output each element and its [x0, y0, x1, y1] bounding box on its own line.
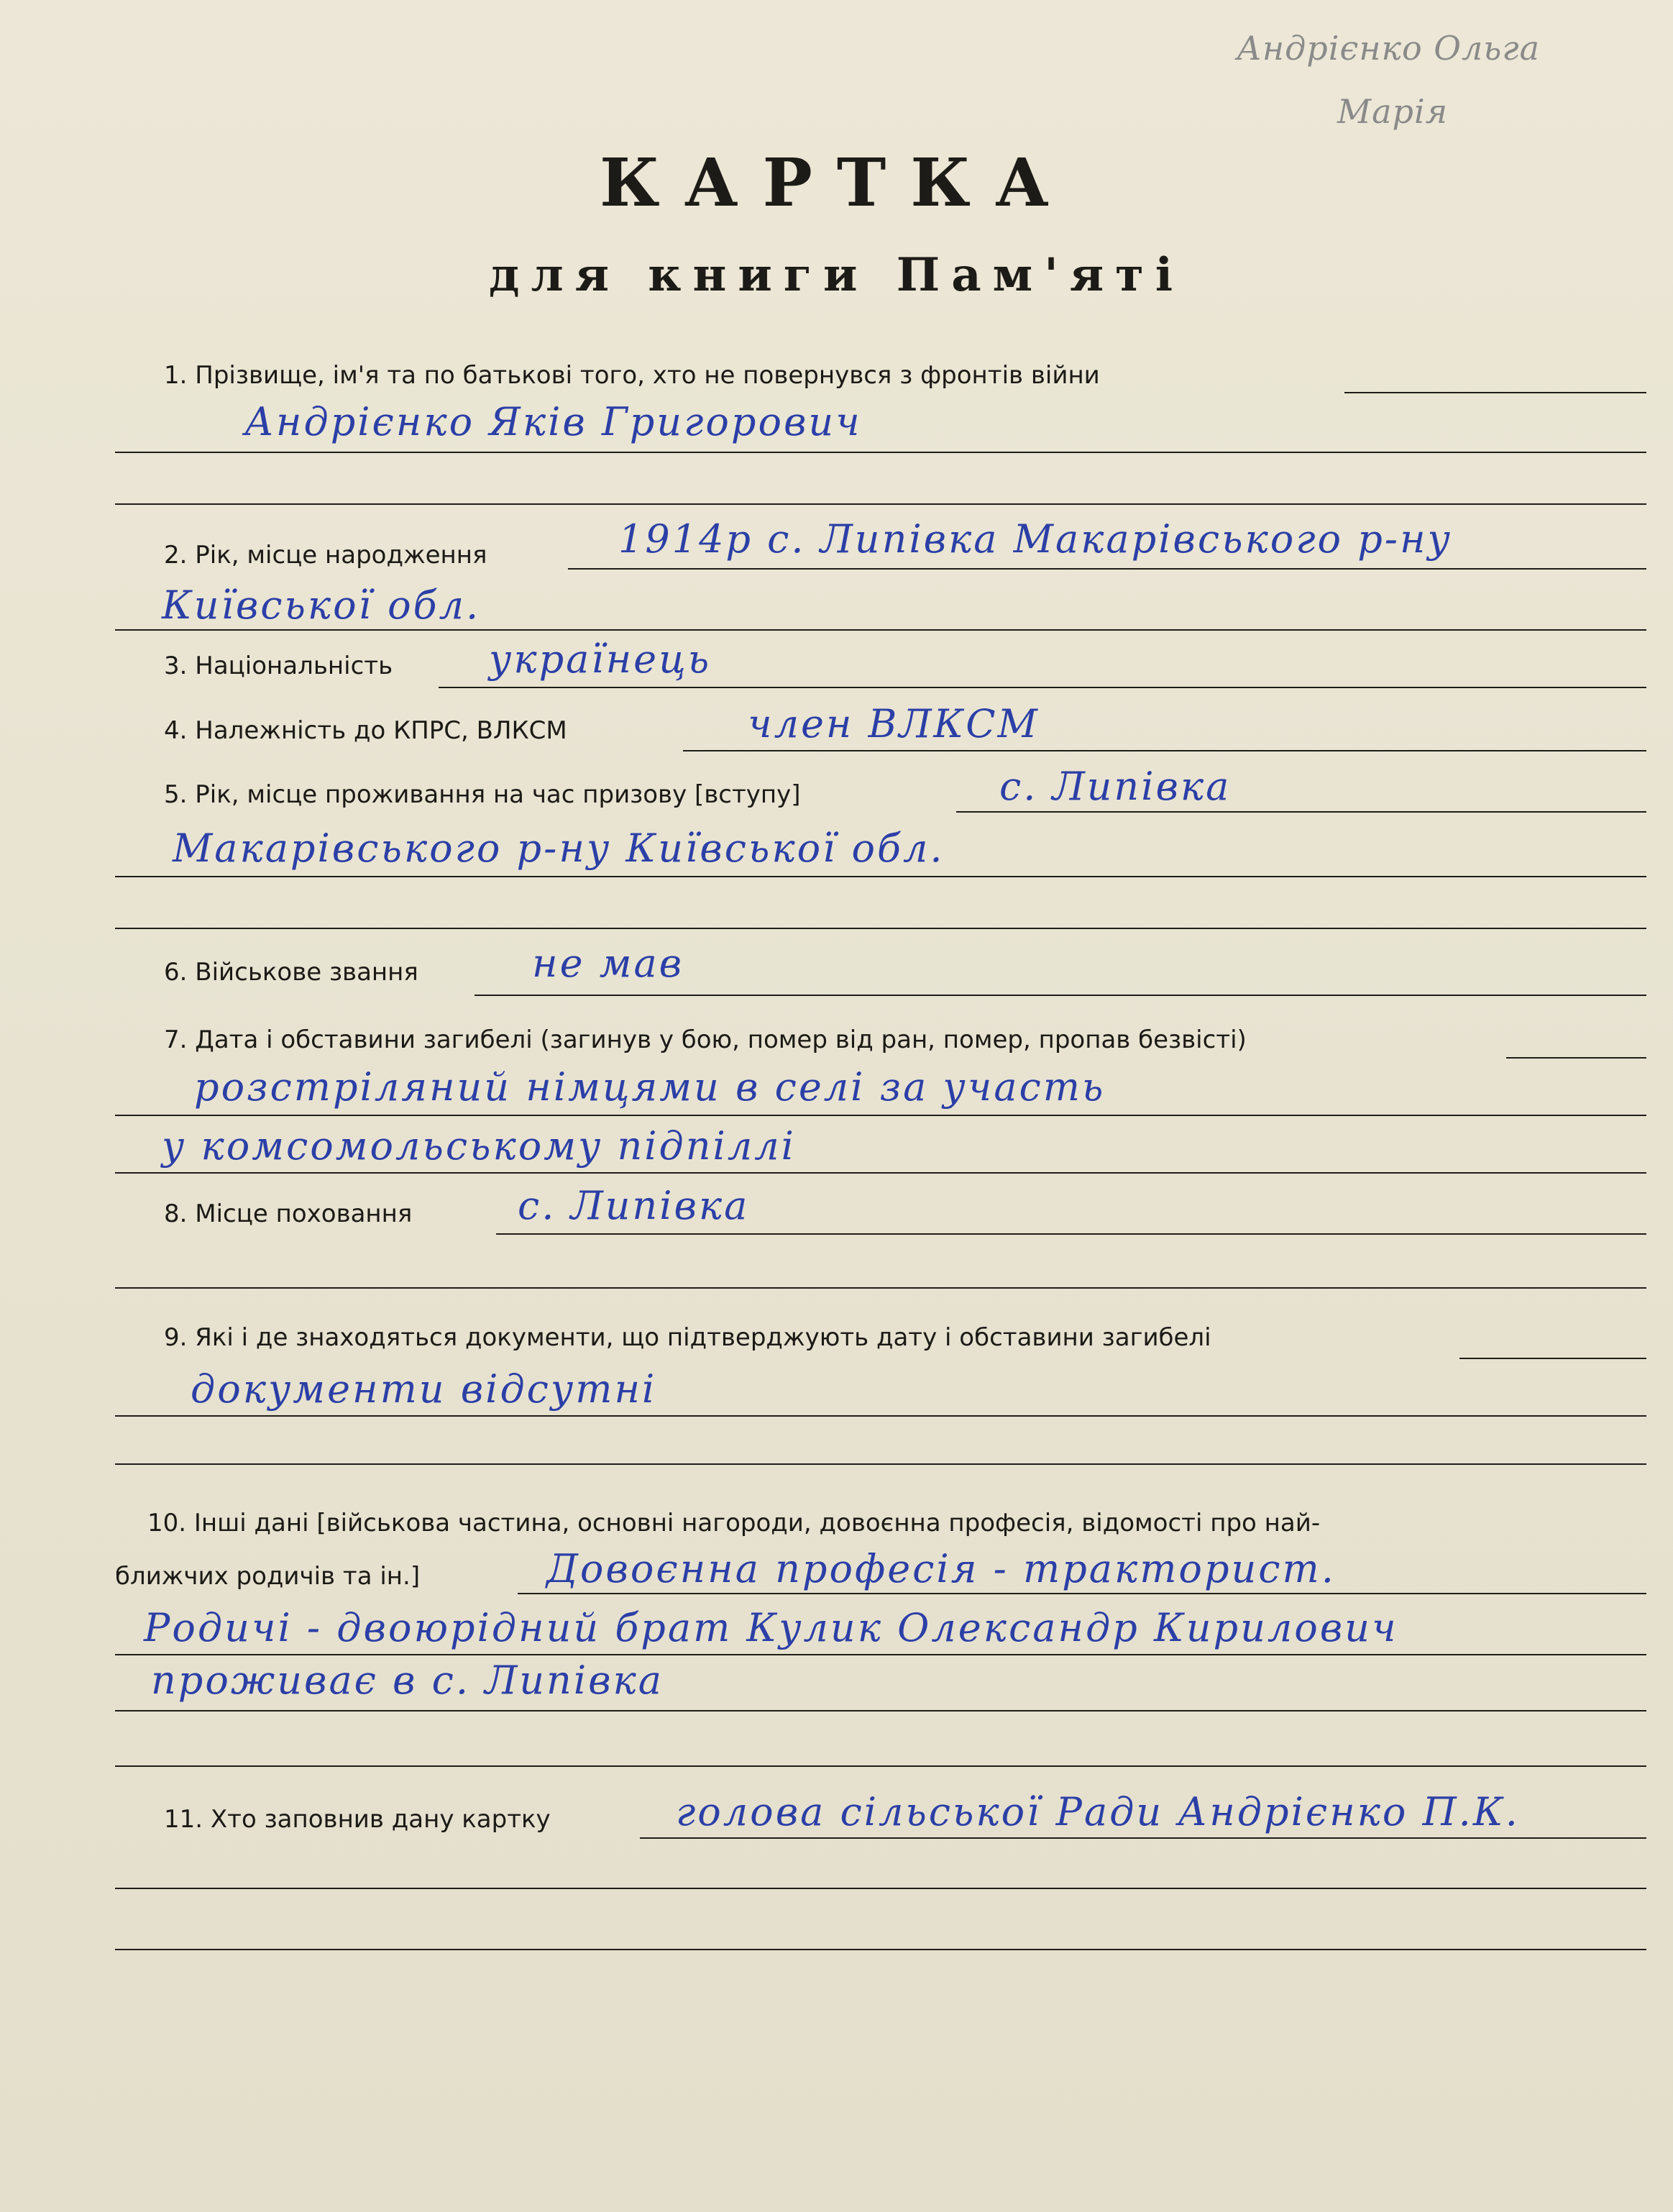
field-10-value-2: Родичі - двоюрідний брат Кулик Олександр Кирилович: [144, 1605, 1398, 1650]
field-10-value-1: Довоєнна професія - тракторист.: [546, 1546, 1336, 1591]
field-10-label-cont: ближчих родичів та ін.]: [115, 1562, 421, 1591]
field-8-line-a: [496, 1233, 1646, 1235]
field-10-line-c: [115, 1710, 1646, 1711]
field-9-value: документи відсутні: [191, 1366, 657, 1412]
field-5-line-c: [115, 928, 1646, 929]
field-1-label: 1. Прізвище, ім'я та по батькові того, хто не повернувся з фронтів війни: [164, 361, 1100, 390]
field-7-line-b: [115, 1115, 1646, 1116]
card-title: КАРТКА: [600, 144, 1073, 221]
field-7-line-a: [1506, 1057, 1646, 1059]
field-2-value-1: 1914р с. Липівка Макарівського р-ну: [618, 516, 1452, 562]
field-1-line-c: [115, 503, 1646, 505]
pencil-note-line-1: Андрієнко Ольга: [1237, 29, 1541, 68]
field-11-line-b: [115, 1888, 1646, 1889]
field-11-line-c: [115, 1949, 1646, 1950]
field-6-value: не мав: [532, 941, 684, 986]
field-11-label: 11. Хто заповнив дану картку: [164, 1805, 551, 1834]
field-10-value-3: проживає в с. Липівка: [151, 1658, 664, 1703]
field-10-line-a: [518, 1593, 1646, 1594]
field-5-line-a: [956, 811, 1646, 813]
field-3-value: українець: [489, 636, 712, 682]
field-7-value-1: розстріляний німцями в селі за участь: [194, 1064, 1106, 1110]
field-11-line-a: [640, 1837, 1646, 1839]
field-10-line-d: [115, 1765, 1646, 1767]
field-7-label: 7. Дата і обставини загибелі (загинув у бою, помер від ран, помер, пропав безвісті): [164, 1025, 1247, 1054]
field-2-label: 2. Рік, місце народження: [164, 541, 487, 570]
field-10-line-b: [115, 1654, 1646, 1655]
pencil-note-line-2: Марія: [1337, 92, 1449, 131]
field-5-value-2: Макарівського р-ну Київської обл.: [173, 826, 945, 871]
field-1-value: Андрієнко Яків Григорович: [244, 399, 862, 444]
field-9-line-b: [115, 1415, 1646, 1417]
field-10-label: 10. Інші дані [військова частина, основні нагороди, довоєнна професія, відомості про най-: [147, 1509, 1321, 1537]
field-9-label: 9. Які і де знаходяться документи, що підтверджують дату і обставини загибелі: [164, 1323, 1211, 1352]
card-subtitle: для книги Пам'яті: [488, 248, 1185, 302]
field-5-value-1: с. Липівка: [999, 764, 1232, 809]
field-6-line: [475, 995, 1646, 996]
field-8-label: 8. Місце поховання: [164, 1199, 413, 1228]
field-9-line-c: [115, 1463, 1646, 1465]
field-2-line-a: [568, 568, 1646, 570]
field-3-line: [439, 687, 1646, 688]
field-8-value: с. Липівка: [518, 1183, 750, 1228]
field-6-label: 6. Військове звання: [164, 958, 418, 987]
field-7-value-2: у комсомольському підпіллі: [162, 1123, 796, 1169]
field-7-line-c: [115, 1172, 1646, 1174]
field-4-line: [683, 750, 1646, 751]
field-5-line-b: [115, 876, 1646, 877]
field-1-line-b: [115, 452, 1646, 453]
field-9-line-a: [1459, 1358, 1646, 1359]
field-1-line-a: [1344, 392, 1646, 393]
field-11-value: голова сільської Ради Андрієнко П.К.: [676, 1789, 1520, 1834]
field-2-value-2: Київської обл.: [162, 582, 481, 628]
field-4-label: 4. Належність до КПРС, ВЛКСМ: [164, 716, 567, 745]
field-8-line-b: [115, 1287, 1646, 1289]
field-5-label: 5. Рік, місце проживання на час призову [вступу]: [164, 780, 801, 809]
field-4-value: член ВЛКСМ: [748, 701, 1040, 746]
field-3-label: 3. Національність: [164, 652, 393, 680]
field-2-line-b: [115, 629, 1646, 631]
